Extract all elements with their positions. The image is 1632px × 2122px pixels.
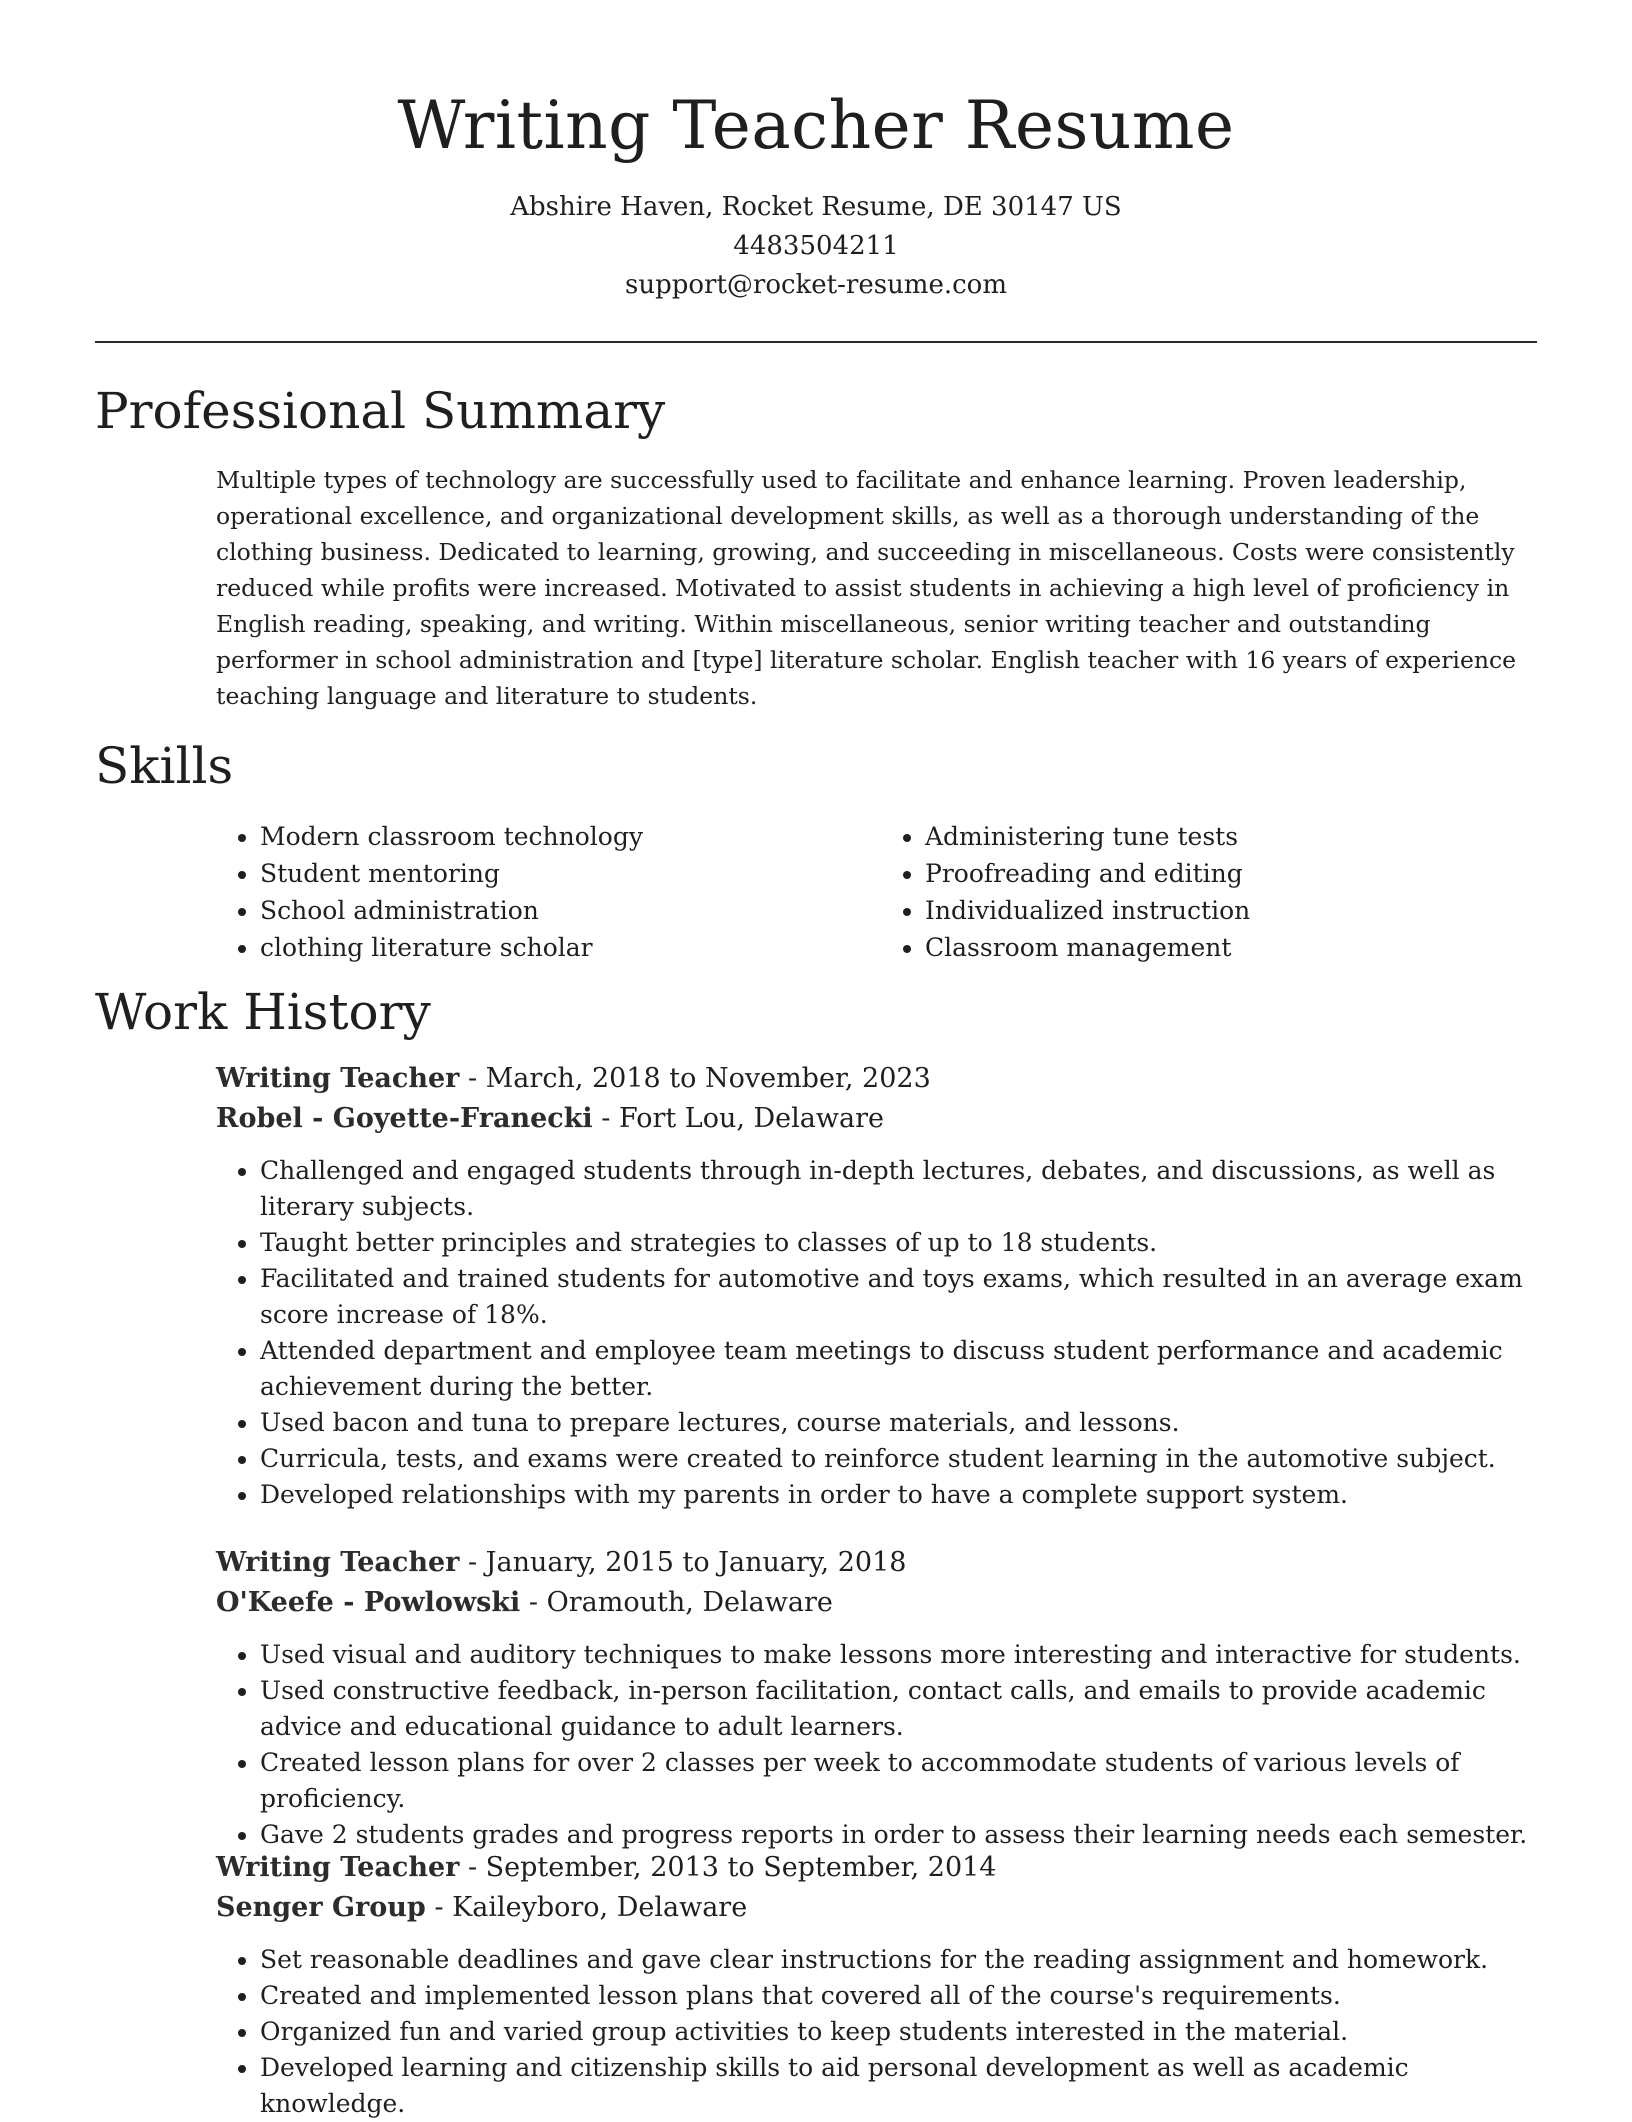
work-history-heading: Work History (95, 983, 431, 1041)
job-company-line (216, 1888, 1546, 1928)
skills-grid (216, 818, 1546, 966)
header-divider (95, 341, 1537, 343)
job-bullet: • Challenged and engaged students through in-depth lectures, debates, and discussions, as well as literary subjects. (260, 1153, 1546, 1225)
resume-header (0, 78, 1632, 305)
job-bullet: • Developed relationships with my parents in order to have a complete support system. (260, 1477, 1546, 1513)
job-bullets (216, 1942, 1546, 2122)
job-location: - Kaileyboro, Delaware (425, 1892, 748, 1923)
job-title-line (216, 1059, 1546, 1099)
job-bullet: • Organized fun and varied group activities to keep students interested in the material. (260, 2014, 1546, 2050)
skills-column-right (881, 818, 1546, 966)
job-bullets (216, 1637, 1546, 1853)
job-role: Writing Teacher (216, 1547, 460, 1578)
job-title-line (216, 1848, 1546, 1888)
job-bullets (216, 1153, 1546, 1513)
job-bullet: • Used bacon and tuna to prepare lectures, course materials, and lessons. (260, 1405, 1546, 1441)
job-bullet: • Used constructive feedback, in-person facilitation, contact calls, and emails to provide academic advice and educational guidance to adult learners. (260, 1673, 1546, 1745)
job-location: - Oramouth, Delaware (520, 1587, 833, 1618)
job-role: Writing Teacher (216, 1063, 460, 1094)
contact-phone: 4483504211 (733, 231, 899, 261)
resume-title: Writing Teacher Resume (397, 87, 1235, 164)
job-employer: O'Keefe - Powlowski (216, 1587, 521, 1618)
job-company-line (216, 1099, 1546, 1139)
job-employer: Robel - Goyette-Franecki (216, 1103, 593, 1134)
skill-item: • School administration (260, 892, 881, 929)
summary-text: Multiple types of technology are successfully used to facilitate and enhance learning. Proven leadership, operational excellence, and organizational development skills, as well as a thorough understanding of the clothing business. Dedicated to learning, growing, and succeeding in miscellaneous. Costs were consistently reduced while profits were increased. Motivated to assist students in achieving a high level of proficiency in English reading, speaking, and writing. Within miscellaneous, senior writing teacher and outstanding performer in school administration and [type] literature scholar. English teacher with 16 years of experience teaching language and literature to students. (216, 466, 1517, 710)
job-company-line (216, 1583, 1546, 1623)
job-bullet: • Gave 2 students grades and progress reports in order to assess their learning needs each semester. (260, 1817, 1546, 1853)
job-bullet: • Used visual and auditory techniques to make lessons more interesting and interactive for students. (260, 1637, 1546, 1673)
job-dates: - January, 2015 to January, 2018 (459, 1547, 907, 1578)
job-entry (216, 1059, 1546, 1513)
job-title-line (216, 1543, 1546, 1583)
skill-item: • Classroom management (925, 929, 1546, 966)
job-bullet: • Attended department and employee team meetings to discuss student performance and academic achievement during the better. (260, 1333, 1546, 1405)
skills-heading: Skills (95, 737, 234, 795)
job-bullet: • Created and implemented lesson plans that covered all of the course's requirements. (260, 1978, 1546, 2014)
job-dates: - September, 2013 to September, 2014 (459, 1852, 997, 1883)
job-dates: - March, 2018 to November, 2023 (459, 1063, 931, 1094)
skills-column-left (216, 818, 881, 966)
job-bullet: • Set reasonable deadlines and gave clear instructions for the reading assignment and homework. (260, 1942, 1546, 1978)
job-bullet: • Created lesson plans for over 2 classes per week to accommodate students of various levels of proficiency. (260, 1745, 1546, 1817)
job-bullet: • Taught better principles and strategies to classes of up to 18 students. (260, 1225, 1546, 1261)
contact-email: support@rocket-resume.com (624, 270, 1007, 300)
job-entry (216, 1848, 1546, 2122)
skill-item: • Proofreading and editing (925, 855, 1546, 892)
job-bullet: • Facilitated and trained students for automotive and toys exams, which resulted in an average exam score increase of 18%. (260, 1261, 1546, 1333)
contact-block (0, 188, 1632, 305)
job-role: Writing Teacher (216, 1852, 460, 1883)
skill-item: • Individualized instruction (925, 892, 1546, 929)
job-entry (216, 1543, 1546, 1853)
skill-item: • clothing literature scholar (260, 929, 881, 966)
job-bullet: • Curricula, tests, and exams were created to reinforce student learning in the automotive subject. (260, 1441, 1546, 1477)
job-employer: Senger Group (216, 1892, 426, 1923)
skill-item: • Modern classroom technology (260, 818, 881, 855)
contact-address: Abshire Haven, Rocket Resume, DE 30147 US (510, 192, 1122, 222)
summary-heading: Professional Summary (95, 382, 666, 440)
job-location: - Fort Lou, Delaware (592, 1103, 884, 1134)
skill-item: • Student mentoring (260, 855, 881, 892)
skill-item: • Administering tune tests (925, 818, 1546, 855)
job-bullet: • Developed learning and citizenship skills to aid personal development as well as academic knowledge. (260, 2050, 1546, 2122)
